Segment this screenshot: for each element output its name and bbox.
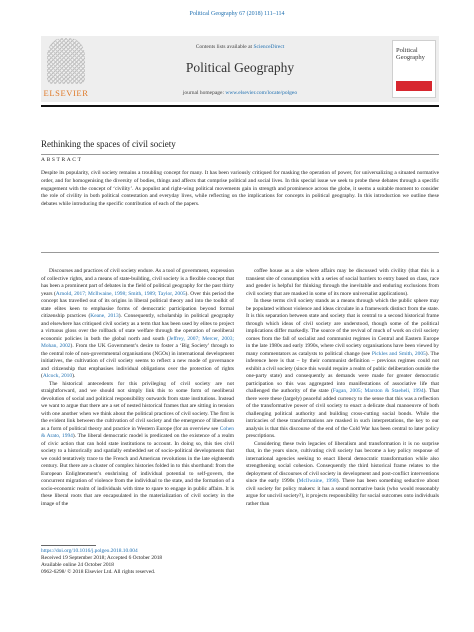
cover-band [396,81,432,91]
body-text: ). The inference here is that – by their communist definition – previous regimes could not exhibit a civil society (since this would require a realm of public deliberation outside the one-party state) and consequently as demands were made for greater democratic participation so this was aggregated into manifestations of associative life that challenged the authority of the state ( [246,350,439,394]
masthead-rule [41,105,439,107]
elsevier-logo[interactable] [41,38,91,100]
body-text: In these terms civil society stands as a means through which the public sphere may be populated without violence and ideas circulate in a framework distinct from the state. It is this separation between state and society that is central to a second historical frame through which ideas of civil society are understood, though some of the political implications differ markedly. The source of the revival of much of work on civil society comes from the fall of socialist and communist regimes in Central and Eastern Europe in the late 1980s and early 1990s, where civil society organisations have been viewed by many commentators as catalysts to political change (see [246,298,439,357]
homepage-link[interactable]: www.elsevier.com/locate/polgeo [225,90,298,96]
cover-title: Political Geography [396,47,425,61]
citation-link[interactable]: McIlwaine, 1998 [298,478,337,484]
citation-link[interactable]: Pickles and Smith, 2005 [371,350,426,357]
body-text: Considering these twin legacies of liberalism and transformation it is no surprise that, in the years since, cultivating civil society has become a key policy response of international agencies seeking to enact liberal democratic transformation while also strengthening social cohesion. Consequently the third historical frame relates to the deployment of discourses of civil society in development and post-conflict interventions since the early 1990s ( [246,440,439,484]
body-text: ). There has been something seductive about civil society for policy makers: it has a sound normative basis (who would reasonably argue for uncivil society?), it projects responsibility for social outcomes onto individuals rather than [246,478,439,507]
article-footer [41,548,241,576]
doi-link[interactable]: https://doi.org/10.1016/j.polgeo.2018.10.004 [41,548,138,554]
body-text: ). [72,373,76,379]
copyright-notice: 0962-6298/ © 2018 Elsevier Ltd. All rights reserved. [41,569,156,575]
contents-prefix: Contents lists available at [195,44,254,50]
body-text: The historical antecedents for this privileging of civil society are not straightforward, and we should not simply link this to some form of neoliberal devolution of social and political responsibility outwards from state institutions. Instead we want to argue that there are a set of nested historical frames that are sitting in tension with one another when we think about the political practices of civil society. The first is the evident link between the cultivation of civil society and the emergence of liberalism as a form of political theory and practice in Western Europe (for an overview see [41,380,234,432]
body-text: Discourses and practices of civil society endure. As a tool of government, expression of collective rights, and a means of state-building, civil society is a flexible concept that has been a prominent part of debates in the field of political geography for the past thirty years ( [41,268,234,297]
abstract-text: Despite its popularity, civil society remains a troubling concept for many. It has been variously critiqued for masking the operation of power, for universalizing a situated normative order, and for homogenising the diversity of bodies, things and affects that comprise political and social lives. In this special issue we seek to probe these debates through a specific engagement with the concept of ‘civility’. As populist and right-wing political movements gain in strength and prominence across the globe, it seems a suitable moment to consider the role of civility in both political contestation and everyday lives, while reflecting on the implications for concepts in political geography. In this introduction we outline these debates while introducing the specific contribution of each of the papers. [41,170,439,207]
body-paragraph [246,298,439,441]
abstract-rule [41,252,439,253]
citation-link[interactable]: Fagan, 2005; Marston & Staeheli, 1994 [332,388,424,394]
citation-link[interactable]: Keane, 2013 [90,313,119,319]
journal-homepage [100,90,380,96]
abstract-heading: ABSTRACT [41,157,83,163]
journal-title: Political Geography [185,60,295,75]
body-column-left [41,268,234,508]
citation-link[interactable]: Cohen & Arato, 1994 [41,425,234,439]
sciencedirect-link[interactable]: ScienceDirect [253,44,285,50]
body-text: ). Over this period the concept has travelled out of its origins in liberal political theory and into the toolkit of state elites keen to emphasise forms of democratic participation beyond formal citizenship practices ( [41,290,234,319]
citation-link[interactable]: Alcock, 2010 [42,373,73,379]
elsevier-wordmark: ELSEVIER [43,88,89,98]
received-dates: Received 19 September 2018; Accepted 6 October 2018 [41,555,163,561]
body-paragraph [41,381,234,509]
article-title: Rethinking the spaces of civil society [41,139,176,149]
contents-line [100,44,380,50]
homepage-prefix: journal homepage: [182,90,226,96]
body-text: ). From the UK Government’s desire to foster a ‘Big Society’ through to the central role of non-governmental organisations (NGOs) in international development initiatives, the cultivation of civil society seems to reflect a new mode of governance and citizenship that emphasises individual obligations over the protection of rights ( [41,343,234,379]
footer-rule [41,545,96,546]
title-rule [41,154,439,155]
body-paragraph [246,441,439,509]
citation-link[interactable]: Jeffrey, 2007; Mercer, 2003; Mohan, 2002 [41,335,234,349]
body-paragraph [41,268,234,381]
elsevier-tree-icon [47,38,85,84]
body-text: ). That there were these (largely) peaceful added currency to the sense that this was a reflection of the transformative power of civil society to enact a delicate dual manoeuvre of both challenging political authority and building cross-cutting social bonds. While the intricacies of these transformations are masked in such interpretations, the key to our analysis is that this discourse of the end of the Cold War has been central to later policy prescriptions. [246,388,439,439]
running-head: Political Geography 67 (2018) 111–114 [189,11,285,17]
body-paragraph [246,268,439,298]
body-column-right [246,268,439,508]
available-online: Available online 24 October 2018 [41,562,114,568]
body-text: ). Consequently, scholarship in political geography and elsewhere has critiqued civil society as a term that has been used by elites to project a virtuous gloss over the rollback of state welfare through the operation of neoliberal economic policies in both the global north and south ( [41,313,235,342]
citation-link[interactable]: Arnold, 2017; McIlwaine, 1998; Smith, 1989; Taylor, 2005 [55,290,186,297]
journal-cover-thumbnail[interactable] [392,40,436,98]
body-text: ). The liberal democratic model is predicated on the existence of a realm of civic action that can hold state institutions to account. In doing so, this ties civil society to a historically and spatially embedded set of socio-political developments that we could tentatively trace to the French and American revolutions in the late eighteenth century. But there are a cluster of complex histories folded in to this shorthand: from the European Enlightenment’s enshrining of individual potential to self-govern, the concurrent migration of violence from the individual to the state, and the formation of a socio-economic realm of individuals with time to spare to engage in public affairs. It is these liberal roots that are encapsulated in the materialization of civil society in the image of the [41,433,234,507]
body-text: coffee house as a site where affairs may be discussed with civility (that this is a transient site of consumption with a series of social barriers to entry based on class, race and gender is helpful for thinking through the inevitable and enduring exclusions from civil society that are masked in some of its more universalist applications). [246,268,439,297]
